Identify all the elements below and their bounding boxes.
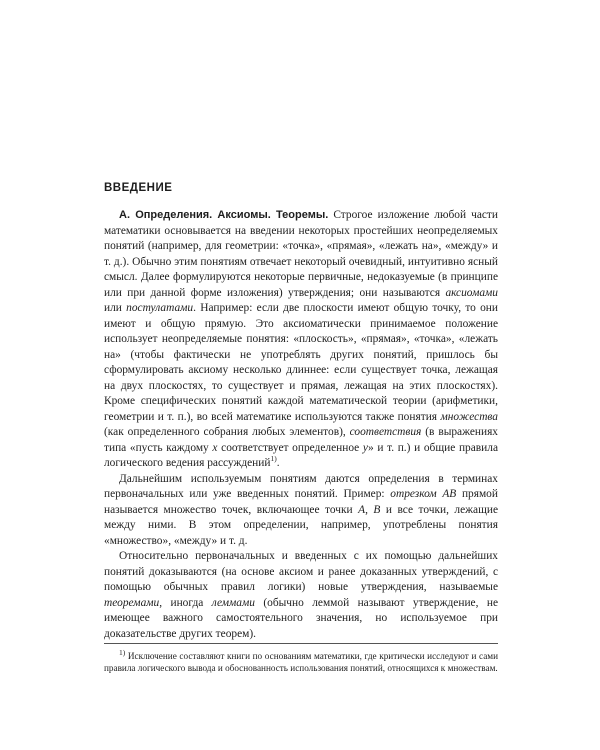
paragraph-lead-title: А. Определения. Аксиомы. Теоремы.: [119, 209, 329, 221]
text-run: ,: [365, 503, 374, 516]
emphasized-term: аксиомами: [445, 286, 498, 299]
footnote-ref: 1): [270, 454, 277, 464]
text-run: , иногда: [159, 596, 212, 609]
paragraph-definitions: [104, 208, 498, 472]
emphasized-term: леммами: [211, 596, 255, 609]
footnote-text: Исключение составляют книги по основаниям математики, где критически исследуют и сами правила логического вывода и обоснованность использования понятий, относящихся к множествам.: [104, 651, 498, 673]
paragraph-theorems: [104, 549, 498, 642]
text-run: .: [276, 457, 280, 469]
emphasized-term: теоремами: [104, 596, 160, 609]
emphasized-term: A: [358, 503, 366, 516]
emphasized-term: B: [373, 503, 381, 516]
text-run: (обычно леммой называют утверждение, не имеющее важного самостоятельного значения, но используемое при доказательстве других теорем).: [104, 596, 498, 640]
section-heading: ВВЕДЕНИЕ: [104, 182, 173, 194]
text-run: прямой называется множество точек, включающее точки: [104, 488, 498, 516]
footnote: [104, 647, 498, 674]
text-run: » и т. п.) и общие правила логического ведения рассуждений: [104, 441, 499, 469]
main-text: [104, 208, 498, 642]
text-run: . Например: если две плоскости имеют общую точку, то они имеют и общую прямую. Это аксиоматически принимаемое положение использует неопределяемые понятия: «плоскость», «прямая», «точка», «лежать на» (чтобы фактически не употреблять других понятий, пришлось бы сформулировать аксиому несколько длиннее: если существует точка, лежащая на двух плоскостях, то существует и прямая, лежащая на этих плоскостях). Кроме специфических понятий каждой математической теории (арифметики, геометрии и т. п.), во всей математике используются также понятия: [104, 302, 498, 423]
emphasized-term: множества: [440, 410, 498, 423]
footnote-mark: 1): [119, 647, 126, 657]
text-run: Относительно первоначальных и введенных с их помощью дальнейших понятий доказываются (на основе аксиом и ранее доказанных утверждений, с помощью обычных правил логики) новые утверждения, называемые: [104, 550, 498, 593]
emphasized-term: x: [212, 441, 218, 454]
text-run: Строгое изложение любой части математики основывается на введении некоторых простейших неопределяемых понятий (например, для геометрии: «точка», «прямая», «лежать на», «между» и т. д.). Обычно этим понятиям отвечает некоторый очевидный, интуитивно ясный смысл. Далее формулируются некоторые первичные, недоказуемые (в принципе или при данной форме изложения) утверждения; они называются: [104, 209, 499, 299]
text-run: (как определенного собрания любых элементов),: [104, 426, 350, 438]
text-run: и все точки, лежащие между ними. В этом определении, например, употреблены понятия «множество», «между» и т. д.: [104, 503, 498, 547]
text-run: соответствует определенное: [217, 441, 363, 454]
paragraph-segment-example: [104, 472, 498, 550]
text-run: Дальнейшим используемым понятиям даются определения в терминах первоначальных или уже введенных понятий. Пример:: [104, 472, 498, 500]
emphasized-term: y: [362, 441, 368, 454]
text-run: или: [104, 302, 127, 314]
footnote-rule: [104, 643, 498, 644]
emphasized-term: постулатами: [126, 302, 194, 314]
emphasized-term: соответствия: [349, 426, 422, 438]
emphasized-term: отрезком AB: [390, 488, 457, 500]
text-run: (в выражениях типа «пусть каждому: [104, 426, 498, 454]
